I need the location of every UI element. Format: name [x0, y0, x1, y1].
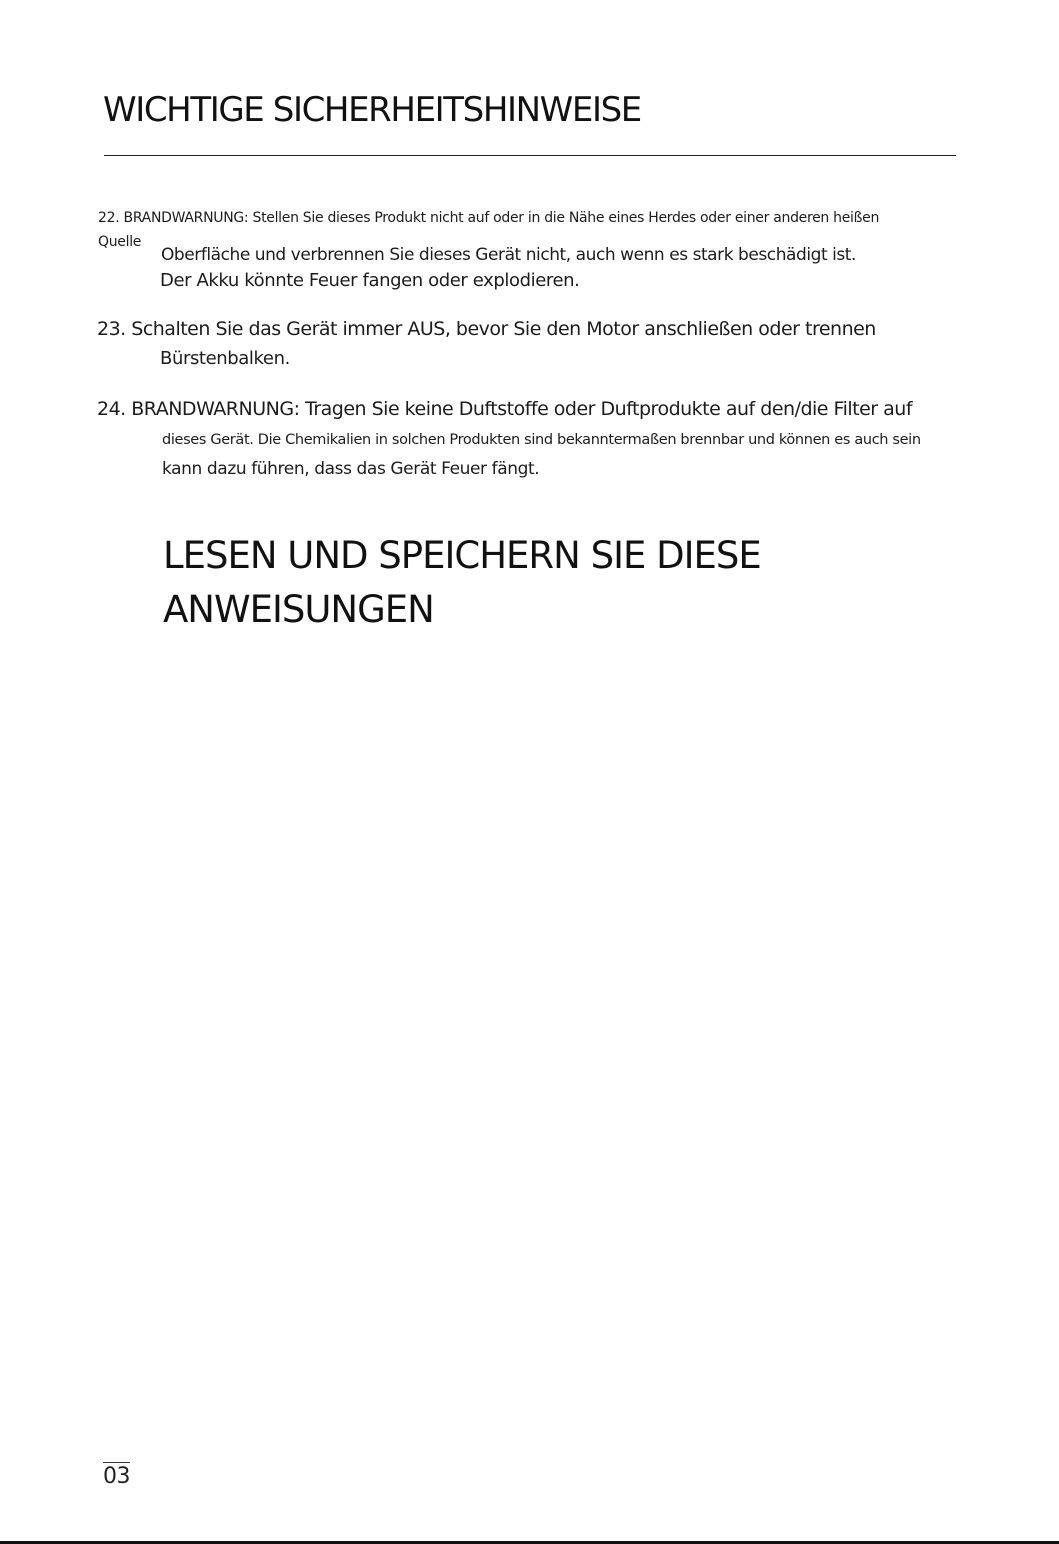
item-24-line-1: 24. BRANDWARNUNG: Tragen Sie keine Duftstoffe oder Duftprodukte auf den/die Filter auf [97, 398, 913, 420]
item-22-line-3: Oberfläche und verbrennen Sie dieses Gerät nicht, auch wenn es stark beschädigt ist. [161, 245, 856, 265]
item-22-line-4: Der Akku könnte Feuer fangen oder explodieren. [160, 270, 580, 291]
title-divider [104, 155, 956, 156]
item-24-line-3: kann dazu führen, dass das Gerät Feuer fängt. [162, 459, 540, 479]
page-title: WICHTIGE SICHERHEITSHINWEISE [103, 90, 641, 130]
item-22-line-1: 22. BRANDWARNUNG: Stellen Sie dieses Produkt nicht auf oder in die Nähe eines Herdes oder einer anderen heißen [98, 210, 880, 226]
item-23-line-1: 23. Schalten Sie das Gerät immer AUS, bevor Sie den Motor anschließen oder trennen [97, 318, 876, 340]
closing-heading [163, 529, 903, 637]
page-number: 03 [103, 1464, 130, 1489]
closing-heading-line-2: ANWEISUNGEN [163, 588, 434, 631]
item-23-line-2: Bürstenbalken. [160, 348, 290, 369]
item-22-line-2: Quelle [98, 234, 142, 250]
closing-heading-line-1: LESEN UND SPEICHERN SIE DIESE [163, 534, 761, 577]
item-24-line-2: dieses Gerät. Die Chemikalien in solchen Produkten sind bekanntermaßen brennbar und können es auch sein [162, 432, 921, 448]
